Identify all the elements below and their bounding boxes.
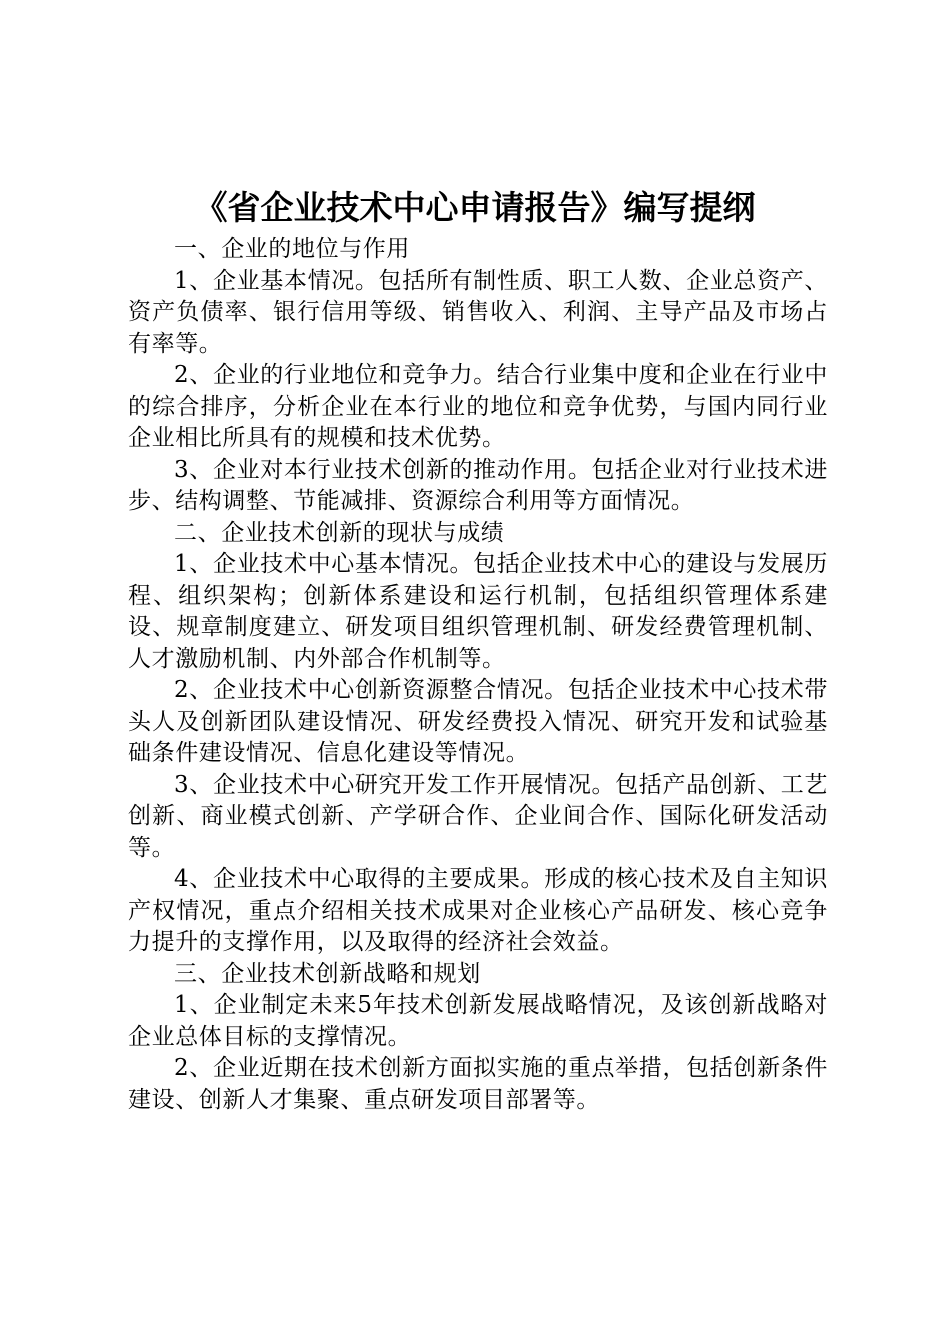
paragraph-1-1: 1、企业基本情况。包括所有制性质、职工人数、企业总资产、资产负债率、银行信用等级、销售收入、利润、主导产品及市场占有率等。 (128, 267, 828, 357)
document-title: 《省企业技术中心申请报告》编写提纲 (194, 188, 756, 227)
paragraph-2-3: 3、企业技术中心研究开发工作开展情况。包括产品创新、工艺创新、商业模式创新、产学研合作、企业间合作、国际化研发活动等。 (128, 771, 828, 861)
section-heading-3: 三、企业技术创新战略和规划 (174, 960, 481, 987)
paragraph-1-2: 2、企业的行业地位和竞争力。结合行业集中度和企业在行业中的综合排序，分析企业在本行业的地位和竞争优势，与国内同行业企业相比所具有的规模和技术优势。 (128, 362, 828, 451)
paragraph-2-2: 2、企业技术中心创新资源整合情况。包括企业技术中心技术带头人及创新团队建设情况、研发经费投入情况、研究开发和试验基础条件建设情况、信息化建设等情况。 (128, 677, 828, 766)
paragraph-1-3: 3、企业对本行业技术创新的推动作用。包括企业对行业技术进步、结构调整、节能减排、资源综合利用等方面情况。 (128, 456, 828, 514)
document-body (128, 234, 828, 1116)
section-heading-2: 二、企业技术创新的现状与成绩 (174, 519, 505, 546)
section-heading-1: 一、企业的地位与作用 (174, 236, 410, 262)
paragraph-3-1: 1、企业制定未来5年技术创新发展战略情况，及该创新战略对企业总体目标的支撑情况。 (128, 992, 828, 1050)
paragraph-2-4: 4、企业技术中心取得的主要成果。形成的核心技术及自主知识产权情况，重点介绍相关技术成果对企业核心产品研发、核心竞争力提升的支撑作用，以及取得的经济社会效益。 (128, 866, 828, 955)
paragraph-3-2: 2、企业近期在技术创新方面拟实施的重点举措，包括创新条件建设、创新人才集聚、重点研发项目部署等。 (128, 1055, 828, 1113)
paragraph-2-1: 1、企业技术中心基本情况。包括企业技术中心的建设与发展历程、组织架构；创新体系建设和运行机制，包括组织管理体系建设、规章制度建立、研发项目组织管理机制、研发经费管理机制、人才激励机制、内外部合作机制等。 (128, 551, 828, 672)
